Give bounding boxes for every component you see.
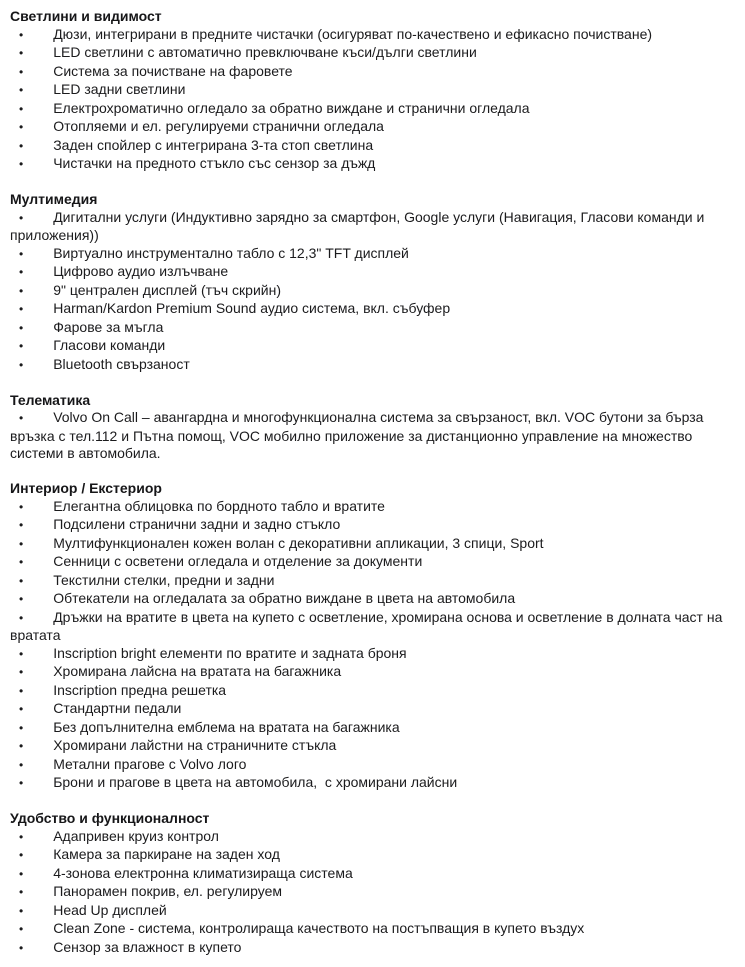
bullet-icon: • xyxy=(19,246,24,261)
bullet-icon: • xyxy=(19,739,24,753)
bullet-item xyxy=(10,553,731,572)
bullet-icon: • xyxy=(19,903,24,918)
bullet-item-text: Стандартни педали xyxy=(53,700,182,716)
bullet-item-text: Заден спойлер с интегрирана 3-та стоп светлина xyxy=(53,136,374,153)
section-title: Удобство и функционалност xyxy=(10,810,210,826)
bullet-item xyxy=(10,137,731,156)
feature-section xyxy=(10,810,731,957)
bullet-item-text: Камера за паркиране на заден ход xyxy=(53,846,280,862)
bullet-icon: • xyxy=(19,320,24,335)
bullet-item xyxy=(10,100,731,119)
bullet-icon: • xyxy=(19,702,24,716)
bullet-item-text: Подсилени странични задни и задно стъкло xyxy=(53,516,341,532)
bullet-icon: • xyxy=(19,573,24,588)
bullet-list xyxy=(10,828,731,958)
bullet-icon: • xyxy=(19,646,24,661)
bullet-item-text: Inscription предна решетка xyxy=(53,681,227,698)
bullet-icon: • xyxy=(19,555,24,569)
bullet-item xyxy=(10,535,731,554)
bullet-item xyxy=(10,756,731,775)
bullet-item xyxy=(10,155,731,174)
bullet-icon: • xyxy=(19,940,24,955)
bullet-item xyxy=(10,300,731,319)
feature-section xyxy=(10,392,731,463)
bullet-item xyxy=(10,337,731,356)
bullet-item-text: Виртуално инструментално табло с 12,3" TFT дисплей xyxy=(53,244,409,261)
bullet-icon: • xyxy=(19,665,24,679)
bullet-item xyxy=(10,572,731,591)
bullet-item xyxy=(10,26,731,45)
bullet-icon: • xyxy=(19,138,24,153)
bullet-icon: • xyxy=(19,83,24,97)
section-title: Телематика xyxy=(10,391,91,408)
bullet-item xyxy=(10,846,731,865)
bullet-item-text: Volvo On Call – авангардна и многофункционална система за свързаност, вкл. VOC бутони за бърза връзка с тел.112 и Пътна помощ, VOC мобилно приложение за дистанционно управление на множество системи в автомобила. xyxy=(10,409,708,461)
bullet-icon: • xyxy=(19,829,24,844)
bullet-item-text: Текстилни стелки, предни и задни xyxy=(53,571,275,588)
bullet-item-text: Harman/Kardon Premium Sound аудио система, вкл. събуфер xyxy=(53,300,451,316)
bullet-item-text: Сензор за влажност в купето xyxy=(53,938,242,955)
bullet-icon: • xyxy=(19,210,24,225)
bullet-icon: • xyxy=(19,46,24,60)
bullet-item-text: Сенници с осветени огледала и отделение за документи xyxy=(53,553,423,569)
bullet-icon: • xyxy=(19,283,24,298)
bullet-item xyxy=(10,939,731,958)
bullet-item-text: Цифрово аудио излъчване xyxy=(53,263,229,279)
bullet-item xyxy=(10,498,731,517)
section-title: Светлини и видимост xyxy=(10,8,162,24)
feature-section xyxy=(10,480,731,793)
section-title: Мултимедия xyxy=(10,191,98,207)
bullet-icon: • xyxy=(19,101,24,116)
bullet-icon: • xyxy=(19,848,24,862)
bullet-item-text: Елегантна облицовка по бордното табло и вратите xyxy=(53,497,385,514)
bullet-item-text: Фарове за мъгла xyxy=(53,318,164,335)
bullet-item xyxy=(10,356,731,375)
bullet-item-text: Чистачки на предното стъкло със сензор за дъжд xyxy=(53,155,376,171)
bullet-item-text: Head Up дисплей xyxy=(53,901,167,918)
bullet-item-text: Адапривен круиз контрол xyxy=(53,827,219,844)
bullet-icon: • xyxy=(19,720,24,735)
bullet-item-text: Bluetooth свързаност xyxy=(53,355,190,372)
bullet-icon: • xyxy=(19,518,24,532)
bullet-item-text: LED светлини с автоматично превключване къси/дълги светлини xyxy=(53,44,477,60)
bullet-item-text: Обтекатели на огледалата за обратно виждане в цвета на автомобила xyxy=(53,590,516,606)
bullet-item xyxy=(10,609,731,645)
bullet-item xyxy=(10,700,731,719)
bullet-item-text: Хромирана лайсна на вратата на багажника xyxy=(53,663,342,679)
bullet-icon: • xyxy=(19,499,24,514)
bullet-item xyxy=(10,118,731,137)
bullet-item xyxy=(10,902,731,921)
bullet-list xyxy=(10,498,731,793)
bullet-icon: • xyxy=(19,64,24,79)
bullet-item-text: Метални прагове с Volvo лого xyxy=(53,755,247,772)
bullet-icon: • xyxy=(19,610,24,625)
bullet-item xyxy=(10,209,731,245)
feature-section xyxy=(10,8,731,174)
bullet-item xyxy=(10,63,731,82)
bullet-item xyxy=(10,245,731,264)
bullet-item-text: Система за почистване на фаровете xyxy=(53,62,293,79)
bullet-item xyxy=(10,44,731,63)
bullet-item-text: Хромирани лайстни на страничните стъкла xyxy=(53,737,337,753)
bullet-item xyxy=(10,263,731,282)
bullet-icon: • xyxy=(19,120,24,134)
bullet-icon: • xyxy=(19,411,24,425)
bullet-item xyxy=(10,590,731,609)
bullet-item-text: Дръжки на вратите в цвета на купето с осветление, хромирана основа и осветление в долната част на вратата xyxy=(10,608,727,643)
bullet-list xyxy=(10,209,731,375)
bullet-list xyxy=(10,26,731,174)
bullet-icon: • xyxy=(19,683,24,698)
bullet-icon: • xyxy=(19,885,24,899)
bullet-item xyxy=(10,682,731,701)
bullet-item-text: Clean Zone - система, контролираща качеството на постъпващия в купето въздух xyxy=(53,920,585,936)
bullet-icon: • xyxy=(19,592,24,606)
bullet-item xyxy=(10,319,731,338)
feature-section xyxy=(10,191,731,374)
bullet-icon: • xyxy=(19,157,24,171)
bullet-item xyxy=(10,865,731,884)
bullet-item-text: Брони и прагове в цвета на автомобила, с хромирани лайсни xyxy=(53,774,458,790)
bullet-item xyxy=(10,409,731,463)
bullet-icon: • xyxy=(19,265,24,279)
bullet-item xyxy=(10,774,731,793)
bullet-icon: • xyxy=(19,866,24,881)
bullet-item-text: Дигитални услуги (Индуктивно зарядно за смартфон, Google услуги (Навигация, Гласови команди и приложения)) xyxy=(10,208,709,243)
bullet-item-text: Отопляеми и ел. регулируеми странични огледала xyxy=(53,118,384,134)
bullet-item xyxy=(10,719,731,738)
bullet-item-text: LED задни светлини xyxy=(53,81,186,97)
bullet-item xyxy=(10,920,731,939)
bullet-item-text: Inscription bright елементи по вратите и задната броня xyxy=(53,644,407,661)
bullet-item xyxy=(10,645,731,664)
bullet-item-text: Гласови команди xyxy=(53,337,166,353)
bullet-icon: • xyxy=(19,757,24,772)
bullet-icon: • xyxy=(19,776,24,790)
bullet-item-text: Дюзи, интегрирани в предните чистачки (осигуряват по-качествено и ефикасно почистване) xyxy=(53,25,653,42)
bullet-icon: • xyxy=(19,357,24,372)
bullet-item-text: Електрохроматично огледало за обратно виждане и странични огледала xyxy=(53,99,530,116)
bullet-item xyxy=(10,516,731,535)
bullet-item-text: 4-зонова електронна климатизираща система xyxy=(53,864,353,881)
bullet-item xyxy=(10,663,731,682)
bullet-item xyxy=(10,737,731,756)
bullet-icon: • xyxy=(19,922,24,936)
bullet-icon: • xyxy=(19,27,24,42)
bullet-item xyxy=(10,282,731,301)
bullet-icon: • xyxy=(19,302,24,316)
bullet-list xyxy=(10,409,731,463)
bullet-item xyxy=(10,883,731,902)
bullet-item-text: 9" централен дисплей (тъч скрийн) xyxy=(53,281,281,298)
bullet-item-text: Панорамен покрив, ел. регулируем xyxy=(53,883,283,899)
bullet-icon: • xyxy=(19,536,24,551)
bullet-item xyxy=(10,828,731,847)
bullet-item-text: Мултифункционален кожен волан с декоративни апликации, 3 спици, Sport xyxy=(53,534,544,551)
bullet-icon: • xyxy=(19,339,24,353)
section-title: Интериор / Екстериор xyxy=(10,480,162,496)
bullet-item-text: Без допълнителна емблема на вратата на багажника xyxy=(53,718,400,735)
bullet-item xyxy=(10,81,731,100)
